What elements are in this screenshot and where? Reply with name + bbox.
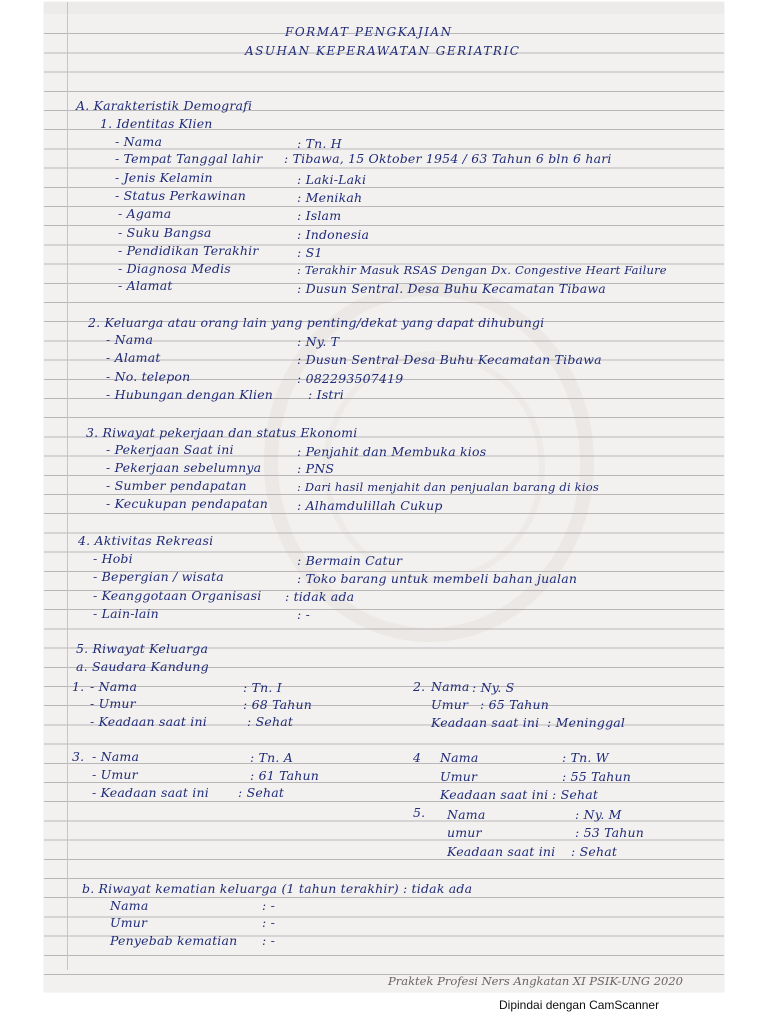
- identitas-value: : Dusun Sentral. Desa Buhu Kecamatan Tibawa: [297, 281, 606, 296]
- sibling-number: 1.: [72, 679, 85, 694]
- kematian-value: : -: [262, 915, 276, 930]
- identitas-label: - Tempat Tanggal lahir: [115, 151, 263, 166]
- sibling-value: : 65 Tahun: [480, 697, 550, 712]
- title-line-1: FORMAT PENGKAJIAN: [285, 25, 453, 39]
- rekreasi-label: - Bepergian / wisata: [93, 569, 224, 584]
- sibling-label: Umur: [431, 697, 469, 712]
- keluarga-label: - Hubungan dengan Klien: [106, 387, 274, 402]
- identitas-label: - Suku Bangsa: [118, 225, 212, 240]
- rekreasi-label: - Keanggotaan Organisasi: [93, 588, 262, 603]
- pekerjaan-label: - Pekerjaan sebelumnya: [106, 460, 262, 475]
- pekerjaan-label: - Kecukupan pendapatan: [106, 496, 269, 511]
- kematian-label: Penyebab kematian: [110, 933, 238, 948]
- kematian-label: Nama: [110, 898, 149, 913]
- sibling-label: - Umur: [90, 696, 136, 711]
- kematian-value: : -: [262, 898, 276, 913]
- saudara-heading: a. Saudara Kandung: [76, 659, 209, 674]
- sibling-label: Keadaan saat ini: [431, 715, 540, 730]
- pekerjaan-value: : Dari hasil menjahit dan penjualan barang di kios: [297, 480, 599, 494]
- scanner-caption: Dipindai dengan CamScanner: [499, 998, 660, 1012]
- sibling-value: : Ny. M: [575, 807, 622, 822]
- sibling-label: - Nama: [90, 679, 138, 694]
- rekreasi-value: : Bermain Catur: [297, 553, 403, 568]
- sibling-number: 3.: [72, 749, 85, 764]
- identitas-label: - Alamat: [118, 278, 173, 293]
- sibling-label: Umur: [440, 769, 478, 784]
- identitas-label: - Agama: [118, 206, 172, 221]
- margin-line: [67, 2, 68, 970]
- keluarga-label: - Nama: [106, 332, 154, 347]
- keluarga-label: - No. telepon: [106, 369, 191, 384]
- keluarga-value: : 082293507419: [297, 371, 404, 386]
- identitas-value: : Indonesia: [297, 227, 370, 242]
- sibling-label: - Keadaan saat ini: [90, 714, 207, 729]
- keluarga-heading: 2. Keluarga atau orang lain yang penting/dekat yang dapat dihubungi: [88, 315, 545, 330]
- sibling-value: : Meninggal: [547, 715, 626, 730]
- sibling-value: : 61 Tahun: [250, 768, 320, 783]
- kematian-heading: b. Riwayat kematian keluarga (1 tahun terakhir) : tidak ada: [82, 881, 473, 896]
- sibling-value: : 55 Tahun: [562, 769, 632, 784]
- keluarga-label: - Alamat: [106, 350, 161, 365]
- rekreasi-label: - Hobi: [93, 551, 133, 566]
- identitas-label: - Nama: [115, 134, 163, 149]
- identitas-value: : S1: [297, 245, 323, 260]
- sibling-label: Keadaan saat ini: [447, 844, 556, 859]
- sibling-label: - Nama: [92, 749, 140, 764]
- keluarga-value: : Istri: [308, 387, 344, 402]
- identitas-label: - Diagnosa Medis: [118, 261, 231, 276]
- sibling-value: : Sehat: [552, 787, 599, 802]
- pekerjaan-value: : Alhamdulillah Cukup: [297, 498, 443, 513]
- pekerjaan-label: - Sumber pendapatan: [106, 478, 247, 493]
- rekreasi-heading: 4. Aktivitas Rekreasi: [78, 533, 214, 548]
- sibling-label: - Umur: [92, 767, 138, 782]
- sibling-number: 5.: [413, 805, 426, 820]
- sibling-label: umur: [447, 825, 482, 840]
- identitas-value: : Menikah: [297, 190, 363, 205]
- identitas-value: : Tn. H: [297, 136, 342, 151]
- kematian-label: Umur: [110, 915, 148, 930]
- sibling-number: 2.: [413, 679, 426, 694]
- rekreasi-value: : -: [297, 607, 311, 622]
- title-line-2: ASUHAN KEPERAWATAN GERIATRIC: [245, 44, 521, 58]
- keluarga-value: : Dusun Sentral Desa Buhu Kecamatan Tibawa: [297, 352, 602, 367]
- identitas-label: - Status Perkawinan: [115, 188, 246, 203]
- kematian-value: : -: [262, 933, 276, 948]
- sibling-value: : Tn. I: [243, 680, 282, 695]
- section-a-heading: A. Karakteristik Demografi: [76, 98, 253, 113]
- sibling-value: : 68 Tahun: [243, 697, 313, 712]
- sibling-number: 4: [413, 750, 422, 765]
- identitas-value: : Laki-Laki: [297, 172, 367, 187]
- form-footer: Praktek Profesi Ners Angkatan XI PSIK-UNG 2020: [388, 974, 683, 988]
- pekerjaan-heading: 3. Riwayat pekerjaan dan status Ekonomi: [86, 425, 358, 440]
- keluarga-value: : Ny. T: [297, 334, 340, 349]
- sibling-value: : Tn. A: [250, 750, 293, 765]
- riwayat-keluarga-heading: 5. Riwayat Keluarga: [76, 641, 209, 656]
- identitas-label: - Jenis Kelamin: [115, 170, 213, 185]
- pekerjaan-label: - Pekerjaan Saat ini: [106, 442, 234, 457]
- identitas-heading: 1. Identitas Klien: [100, 116, 213, 131]
- rekreasi-label: - Lain-lain: [93, 606, 159, 621]
- identitas-label: - Pendidikan Terakhir: [118, 243, 259, 258]
- sheet-top-band: [44, 2, 724, 14]
- sibling-label: Nama: [431, 679, 470, 694]
- sibling-label: Nama: [447, 807, 486, 822]
- sibling-value: : Sehat: [247, 714, 294, 729]
- pekerjaan-value: : PNS: [297, 461, 335, 476]
- sibling-value: : Sehat: [571, 844, 618, 859]
- identitas-value: : Tibawa, 15 Oktober 1954 / 63 Tahun 6 bln 6 hari: [284, 151, 612, 166]
- sibling-label: Nama: [440, 750, 479, 765]
- rekreasi-value: : Toko barang untuk membeli bahan jualan: [297, 571, 578, 586]
- rekreasi-value: : tidak ada: [285, 589, 355, 604]
- identitas-value: : Terakhir Masuk RSAS Dengan Dx. Congestive Heart Failure: [297, 263, 667, 277]
- pekerjaan-value: : Penjahit dan Membuka kios: [297, 444, 487, 459]
- sibling-value: : Tn. W: [562, 750, 609, 765]
- sibling-value: : 53 Tahun: [575, 825, 645, 840]
- sibling-value: : Sehat: [238, 785, 285, 800]
- sibling-value: : Ny. S: [472, 680, 515, 695]
- sibling-label: Keadaan saat ini: [440, 787, 549, 802]
- identitas-value: : Islam: [297, 208, 342, 223]
- sibling-label: - Keadaan saat ini: [92, 785, 209, 800]
